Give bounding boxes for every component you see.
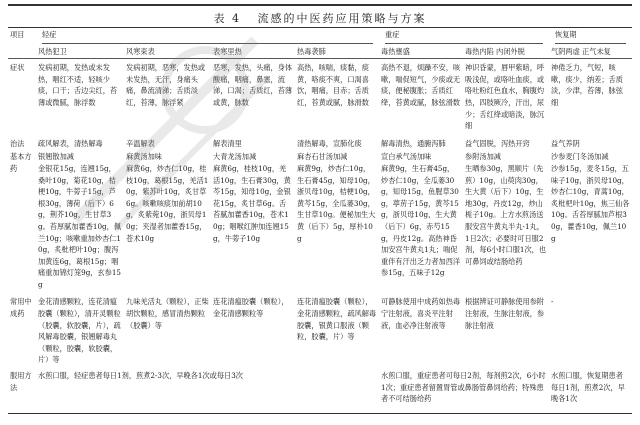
tcm-influenza-strategy-table: [8, 27, 632, 414]
formula-detail: 麻黄6g，炒杏仁10g，桂枝10g，葛根15g，羌活10g，紫苏叶10g，炙甘草6g。咳嗽咳痰加前胡10g，炙紫菀10g，浙贝母10g；夹湿者加藿香15g，苍术10g: [126, 163, 209, 243]
formula-detail: 麻黄9g，生石膏45g，炒杏仁10g，全瓜蒌30g，知母15g，鱼腥草30g，葶苈子15g，黄芩15g，浙贝母10g，生大黄（后下）6g，赤芍15g，丹皮12g。高热神昏加安宫牛黄丸1丸；喘促重伴有汗出乏力者加西洋参15g，五味子12g: [381, 163, 461, 278]
table-cell: 神识昏蒙，唇甲紫暗，呼吸浅促，或咯吐血痰，或咯吐粉红色血水，胸腹灼热，四肢厥冷，汗出，尿少；舌红绛或暗淡，脉沉细: [465, 63, 545, 131]
table-caption: [0, 10, 640, 26]
table-cell: 益气固脱，泻热开窍: [465, 138, 530, 148]
col-header-4: 热毒袭肺: [295, 45, 379, 59]
table-cell: [463, 150, 549, 291]
table-cell: [379, 150, 463, 291]
row-label: 症状: [10, 63, 25, 73]
row-label: 服用方法: [10, 371, 32, 392]
row-label: 治法: [10, 138, 25, 148]
usage-recovery: 水煎口服，恢复期患者每日1剂，煎煮2次，早晚各1次: [551, 371, 625, 404]
col-header-5: 毒热壅盛: [379, 45, 463, 59]
group-recovery: 恢复期: [549, 28, 632, 45]
formula-detail: 麻黄6g，桂枝10g，羌活10g，生石膏30g，黄芩15g，知母10g，金银花15g，炙甘草6g。舌苔腻加藿香10g，苍术10g；咽喉红肿加连翘15g，牛蒡子10g: [213, 163, 291, 243]
col-header-7: 气阴两虚 正气未复: [549, 45, 632, 59]
formula-detail: 麻黄9g，炒杏仁10g，生石膏45g，知母10g，浙贝母10g，桔梗10g，黄芩15g，全瓜蒌30g，生甘草10g。便秘加生大黄（后下）5g，厚朴10g: [297, 163, 376, 243]
table-cell: 益气养阴: [551, 138, 580, 148]
table-cell: 高热，咳喘，痰黏，痰黄，咯痰不爽，口渴喜饮，咽痛，目赤；舌质红，苔黄或腻，脉滑数: [297, 63, 369, 107]
formula-name: 沙参麦门冬汤加减: [551, 152, 609, 162]
table-cell: 发病初期，发热或未发热，咽红不适，轻咳少痰，口干；舌边尖红，苔薄或微腻，脉浮数: [38, 63, 118, 107]
table-row-patent-medicine: [8, 291, 632, 367]
col-header-1: 风热犯卫: [36, 45, 124, 59]
header-group-row: [8, 28, 632, 45]
formula-name: 宣白承气汤加味: [381, 152, 432, 162]
table-cell: 辛温解表: [126, 138, 155, 148]
table-cell: 高热不退，烦躁不安，咳嗽，喘促短气，少痰或无痰，便秘腹胀；舌质红绛，苔黄或腻，脉弦滑数: [381, 63, 461, 107]
col-header-2: 风寒束表: [124, 45, 211, 59]
group-mild: 轻症: [36, 28, 379, 45]
col-header-3: 表寒里热: [211, 45, 295, 59]
table-cell: -: [551, 297, 554, 307]
table-cell: 解表清里: [213, 138, 242, 148]
top-rule: [8, 4, 632, 6]
row-label: 常用中成药: [10, 297, 32, 319]
table-cell: 连花清瘟胶囊（颗粒），金花清感颗粒，疏风解毒胶囊，银黄口服液（颗粒，胶囊，片）等: [297, 297, 377, 342]
formula-name: 麻杏石甘汤加减: [297, 152, 348, 162]
formula-detail: 金银花15g，连翘15g，桑叶10g，菊花10g，桔梗10g，牛蒡子15g，芦根30g，薄荷（后下）6g，荆芥10g，生甘草3g。苔厚腻加藿香10g，佩兰10g；咳嗽重加炒杏仁10g，炙枇杷叶10g；腹泻加黄连6g，葛根15g；咽痛重加锦灯笼9g，玄参15g: [38, 163, 122, 289]
table-cell: 解毒清热，通腑泻肺: [381, 138, 446, 148]
table-cell: [295, 150, 379, 291]
table-cell: 发病初期，恶寒，发热或未发热，无汗，身痛头痛，鼻流清涕；舌质淡红，苔薄，脉浮紧: [126, 63, 206, 107]
table-cell: 根据辨证可静脉使用参附注射液，生脉注射液，参脉注射液: [465, 297, 545, 330]
table-cell: 连花清瘟胶囊（颗粒），金花清感颗粒等: [213, 297, 289, 319]
table-row-method: [8, 133, 632, 151]
item-header: 项目: [8, 28, 36, 59]
formula-name: 麻黄汤加味: [126, 152, 162, 162]
group-severe: 重症: [379, 28, 549, 45]
formula-detail: 沙参15g，麦冬15g，五味子10g，浙贝母10g，炒杏仁10g，青蒿10g，炙枇杷叶10g，焦三仙各10g。舌苔厚腻加芦根30g，藿香10g，佩兰10g: [551, 163, 630, 243]
table-cell: [211, 150, 295, 291]
usage-severe: 水煎口服，重症患者可每日2剂，每剂煎2次，6小时1次；重症患者留置胃管或鼻肠管鼻饲给药；特殊患者不可结肠给药: [381, 371, 546, 404]
table-cell: [124, 150, 211, 291]
table-number: 表 4: [213, 12, 241, 25]
formula-name: 参附汤加减: [465, 152, 501, 162]
table-title: 流感的中医药应用策略与方案: [257, 12, 427, 25]
table-cell: 清热解毒，宣肺化痰: [297, 138, 362, 148]
table-row-usage: [8, 367, 632, 413]
table-cell: 可静脉使用中成药如热毒宁注射液，喜炎平注射液，血必净注射液等: [381, 297, 461, 330]
formula-name: 银翘散加减: [38, 152, 74, 162]
table-cell: 疏风解表，清热解毒: [38, 138, 103, 148]
row-label: 基本方药: [10, 152, 32, 173]
usage-mild: 水煎口服，轻症患者每日1剂，煎煮2-3次，早晚各1次或每日3次: [38, 371, 243, 381]
table-cell: [549, 150, 632, 291]
table-cell: 恶寒，发热，头痛，身体酸痛，咽痛，鼻塞，流涕，口渴；舌质红，苔薄或黄，脉数: [213, 63, 293, 107]
table-row-prescription: [8, 150, 632, 291]
table-row-symptom: [8, 59, 632, 133]
table-cell: 金花清感颗粒，连花清瘟胶囊（颗粒），清开灵颗粒（胶囊，软胶囊，片），疏风解毒胶囊，银翘解毒丸（颗粒，胶囊，软胶囊，片）等: [38, 297, 121, 365]
table-cell: 神倦乏力，气短，咳嗽，痰少，纳差；舌质淡，少津，苔薄，脉弦细: [551, 63, 623, 107]
col-header-6: 毒热内陷 内闭外脱: [463, 45, 549, 59]
header-column-row: [8, 45, 632, 59]
formula-name: 大青龙汤加减: [213, 152, 257, 162]
table-cell: 九味羌活丸（颗粒），正柴胡饮颗粒，感冒清热颗粒（胶囊）等: [126, 297, 209, 330]
formula-detail: 生晒参30g，黑顺片（先煎）10g，山萸肉30g，生大黄（后下）10g，生地30g，丹皮12g，炒山栀子10g。上方水煎汤送服安宫牛黄丸半丸-1丸，1日2次；必要时可日服2剂，每6小时口服1次，也可鼻饲或结肠给药: [465, 163, 547, 266]
table-cell: [36, 150, 124, 291]
